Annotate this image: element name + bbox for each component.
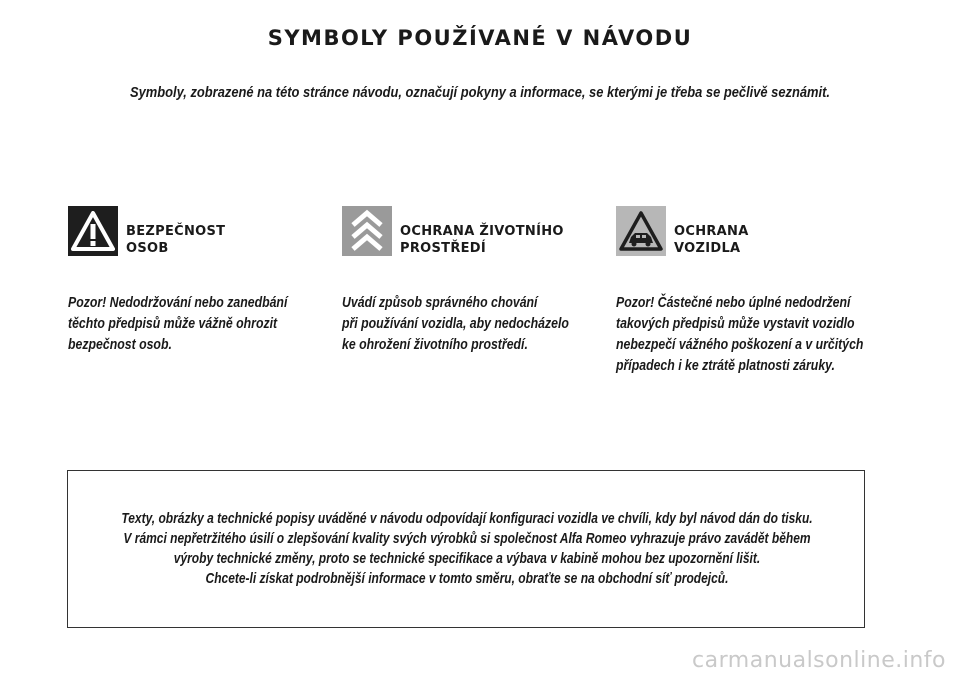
page-subtitle: Symboly, zobrazené na této stránce návodu, označují pokyny a informace, se kterými je třeba se pečlivě seznámit. (130, 84, 830, 101)
section-personal-safety (68, 206, 328, 355)
notice-text: Texty, obrázky a technické popisy uváděné v návodu odpovídají konfiguraci vozidla ve chvíli, kdy byl návod dán do tisku. V rámci nepřetržitého úsilí o zlepšování kvality svých výrobků si společnost Alfa Romeo vyhrazuje právo zavádět během výroby technické změny, proto se technické specifikace a výbava v kabině mohou bez upozornění lišit. Chcete-li získat podrobnější informace v tomto směru, obraťte se na obchodní síť prodejců. (121, 510, 813, 587)
notice-box (67, 470, 865, 628)
page-title: SYMBOLY POUŽÍVANÉ V NÁVODU (267, 26, 693, 50)
section-text: Uvádí způsob správného chování při používání vozidla, aby nedocházelo ke ohrožení životního prostředí. (342, 294, 569, 353)
warning-triangle-icon (68, 206, 118, 256)
section-header (68, 206, 328, 262)
vehicle-warning-icon (616, 206, 666, 256)
section-environment (342, 206, 602, 355)
section-heading: BEZPEČNOST OSOB (126, 224, 226, 256)
section-vehicle (616, 206, 876, 376)
watermark: carmanualsonline.info (692, 648, 946, 673)
section-heading: OCHRANA VOZIDLA (674, 224, 749, 256)
section-text: Pozor! Částečné nebo úplné nedodržení takových předpisů může vystavit vozidlo nebezpečí vážného poškození a v určitých případech i ke ztrátě platnosti záruky. (616, 294, 864, 374)
section-text: Pozor! Nedodržování nebo zanedbání těchto předpisů může vážně ohrozit bezpečnost osob. (68, 294, 288, 353)
section-header (616, 206, 876, 262)
section-heading: OCHRANA ŽIVOTNÍHO PROSTŘEDÍ (400, 224, 564, 256)
environment-chevrons-icon (342, 206, 392, 256)
section-header (342, 206, 602, 262)
